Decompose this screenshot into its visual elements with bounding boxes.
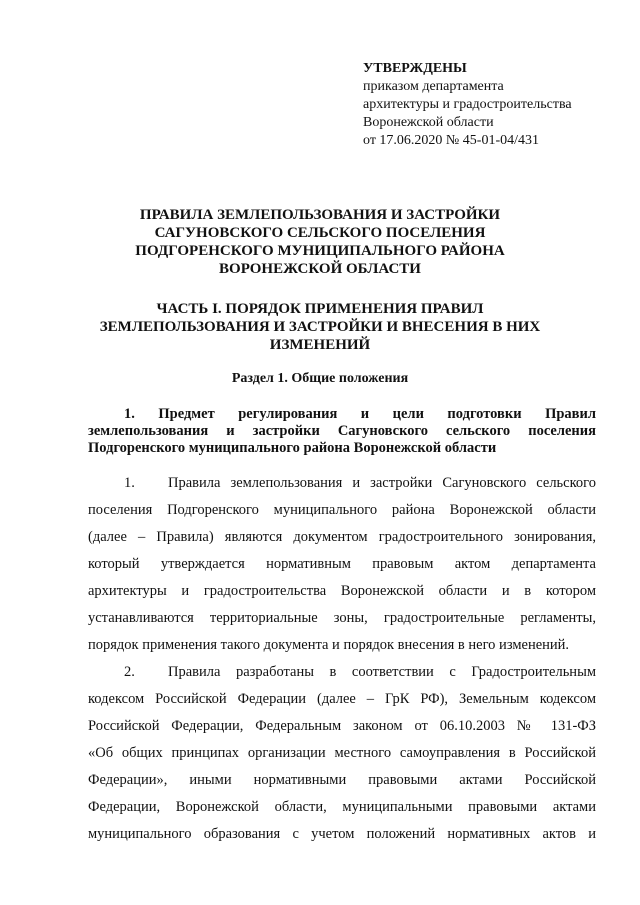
paragraph-line: Федерации», иными нормативными правовыми актами Российской xyxy=(88,772,596,788)
paragraph-line: который утверждается нормативным правовым актом департамента xyxy=(88,556,596,572)
part-line: ИЗМЕНЕНИЙ xyxy=(269,337,371,353)
approval-heading: УТВЕРЖДЕНЫ xyxy=(363,61,467,76)
article-heading-line: землепользования и застройки Сагуновского сельского поселения xyxy=(88,423,596,439)
part-line: ЧАСТЬ I. ПОРЯДОК ПРИМЕНЕНИЯ ПРАВИЛ xyxy=(156,301,484,317)
title-line: ПРАВИЛА ЗЕМЛЕПОЛЬЗОВАНИЯ И ЗАСТРОЙКИ xyxy=(139,207,501,223)
paragraph-line: муниципального образования с учетом положений нормативных актов и xyxy=(88,826,596,842)
approval-line: архитектуры и градостроительства xyxy=(363,97,572,112)
paragraph-number: 1. xyxy=(124,475,135,491)
paragraph-line: порядок применения такого документа и порядок внесения в него изменений. xyxy=(88,637,570,653)
paragraph-1 xyxy=(88,470,596,659)
paragraph-text: Правила землепользования и застройки Сагуновского сельского xyxy=(168,475,596,491)
paragraph-text: Правила разработаны в соответствии с Градостроительным xyxy=(168,664,596,680)
title-line: ПОДГОРЕНСКОГО МУНИЦИПАЛЬНОГО РАЙОНА xyxy=(135,243,505,259)
paragraph-first-line xyxy=(88,659,596,686)
paragraph-2 xyxy=(88,659,596,848)
approval-line: приказом департамента xyxy=(363,79,504,94)
part-heading xyxy=(90,300,550,354)
paragraph-line: Российской Федерации, Федеральным законом от 06.10.2003 № 131-ФЗ xyxy=(88,718,596,734)
part-line: ЗЕМЛЕПОЛЬЗОВАНИЯ И ЗАСТРОЙКИ И ВНЕСЕНИЯ В НИХ xyxy=(99,319,541,335)
paragraph-number: 2. xyxy=(124,664,135,680)
paragraph-line: архитектуры и градостроительства Воронежской области и в котором xyxy=(88,583,596,599)
article-heading-line: 1. Предмет регулирования и цели подготовки Правил xyxy=(124,406,596,422)
approval-line: от 17.06.2020 № 45-01-04/431 xyxy=(363,133,540,148)
paragraph-line: «Об общих принципах организации местного самоуправления в Российской xyxy=(88,745,596,761)
document-title xyxy=(90,206,550,278)
paragraph-line: кодексом Российской Федерации (далее – ГрК РФ), Земельным кодексом xyxy=(88,691,596,707)
approval-stamp xyxy=(363,60,623,150)
approval-line: Воронежской области xyxy=(363,115,494,130)
paragraph-line: Федерации, Воронежской области, муниципальными правовыми актами xyxy=(88,799,596,815)
title-line: ВОРОНЕЖСКОЙ ОБЛАСТИ xyxy=(219,261,421,277)
paragraph-line: поселения Подгоренского муниципального района Воронежской области xyxy=(88,502,596,518)
article-heading-line: Подгоренского муниципального района Воронежской области xyxy=(88,440,497,456)
article-heading xyxy=(88,406,596,457)
paragraph-line: (далее – Правила) являются документом градостроительного зонирования, xyxy=(88,529,596,545)
paragraph-first-line xyxy=(88,470,596,497)
title-line: САГУНОВСКОГО СЕЛЬСКОГО ПОСЕЛЕНИЯ xyxy=(154,225,486,241)
paragraph-line: устанавливаются территориальные зоны, градостроительные регламенты, xyxy=(88,610,596,626)
section-heading: Раздел 1. Общие положения xyxy=(231,371,409,386)
